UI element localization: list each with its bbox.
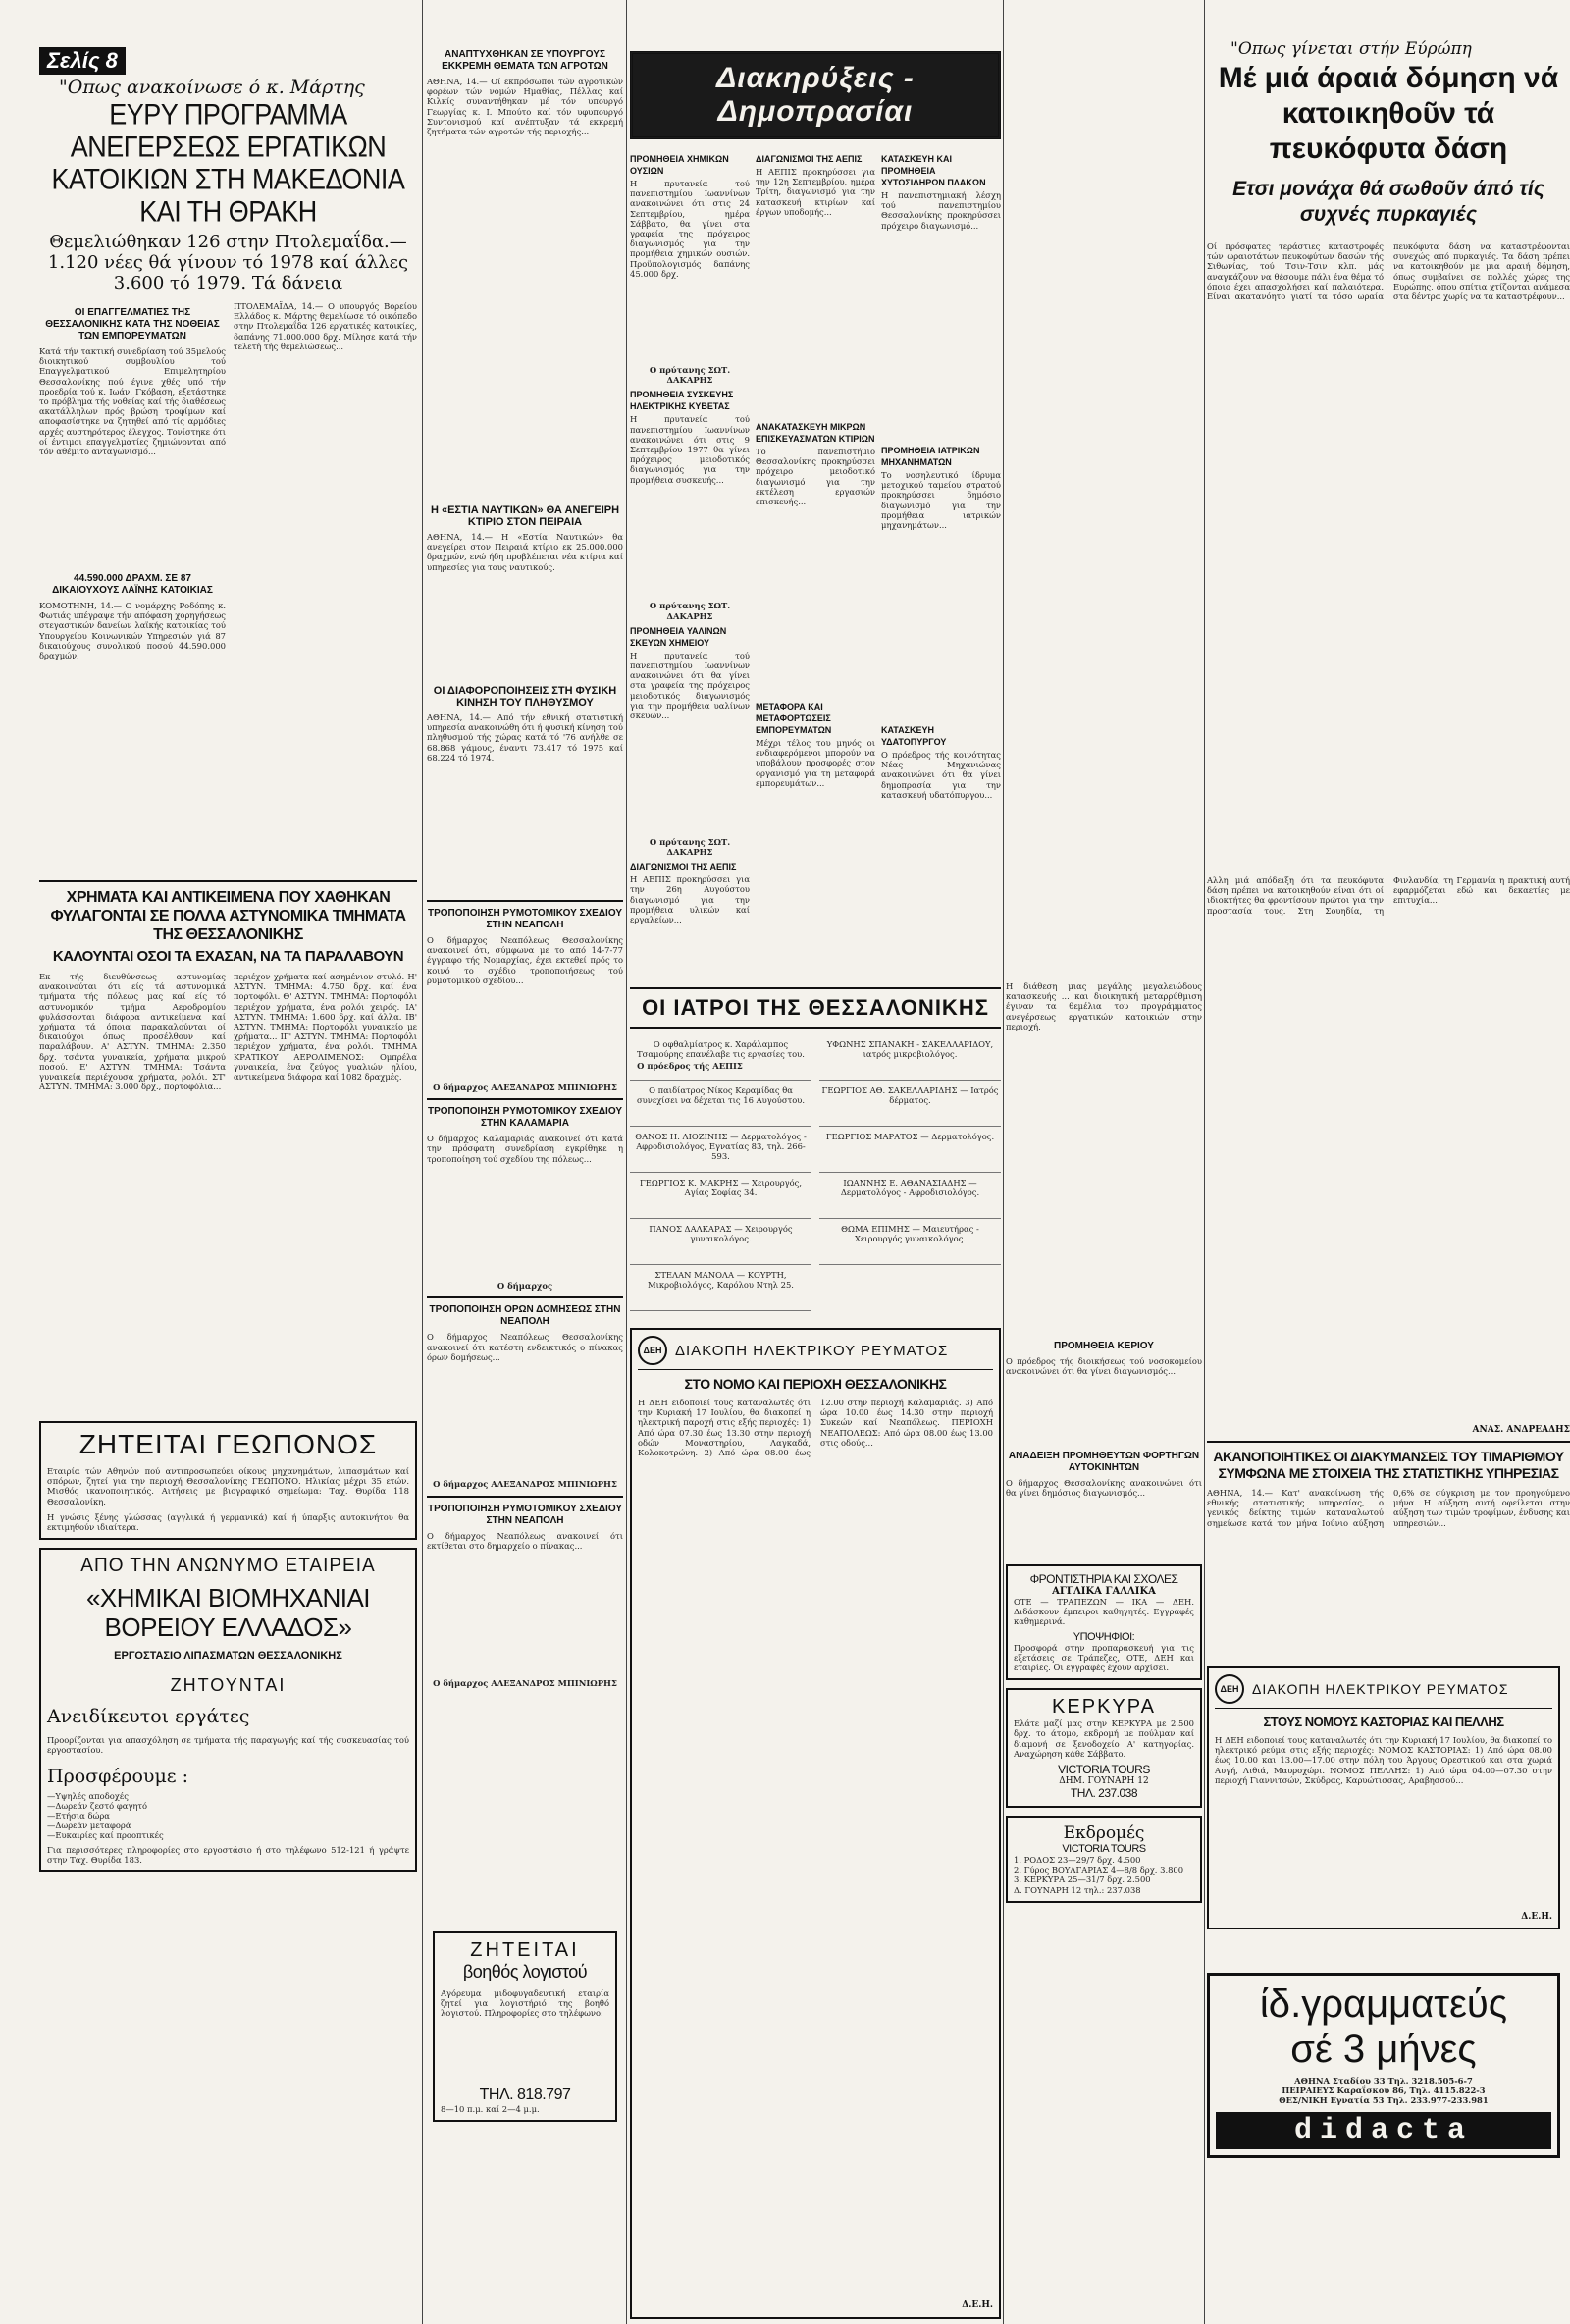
school-sub: ΑΓΓΛΙΚΑ ΓΑΛΛΙΚΑ [1052,1586,1156,1597]
notice-signature: Ο δήμαρχος ΑΛΕΞΑΝΔΡΟΣ ΜΠΙΝΙΩΡΗΣ [433,1479,617,1490]
ad-role: βοηθός λογιστού [462,1962,588,1981]
corfu-phone: ΤΗΛ. 237.038 [1070,1786,1138,1801]
ad-company-name: «ΧΗΜΙΚΑΙ ΒΙΟΜΗΧΑΝΙΑΙ ΒΟΡΕΙΟΥ ΕΛΛΑΔΟΣ» [85,1583,371,1643]
trip-item: 1. ΡΟΔΟΣ 23—29/7 δρχ. 4.500 [1014,1855,1141,1866]
corfu-agency: VICTORIA TOURS [1058,1763,1150,1777]
ad-title: ΖΗΤΕΙΤΑΙ ΓΕΩΠΟΝΟΣ [78,1429,378,1459]
subhead: ΑΝΑΔΕΙΞΗ ΠΡΟΜΗΘΕΥΤΩΝ ΦΟΡΤΗΓΩΝ ΑΥΤΟΚΙΝΗΤΩΝ [1008,1451,1200,1473]
notice-signature: Δ.Ε.Η. [962,2300,993,2310]
doctor-entry: ΥΦΩΝΗΣ ΣΠΑΝΑΚΗ - ΣΑΚΕΛΛΑΡΙΔΟΥ, ιατρός μικροβιολόγος. [819,1039,1001,1081]
trip-item: 2. Γύρος ΒΟΥΛΓΑΡΙΑΣ 4—8/8 δρχ. 3.800 [1014,1865,1184,1875]
classified-chemical-industries [39,1548,417,1872]
notice-body: Η ΔΕΗ ειδοποιεί τους καταναλωτές ότι την Κυριακή 17 Ιουλίου, θα διακοπεί η ηλεκτρική παροχή στις εξής περιοχές: 1) Από ώρα 07.30 έως 13.30 στην περιοχή οδών Μοναστηρίου, Λαγκαδά, Κολοκοτρώνη. 2) Από ώρα 08.00 έως 12.00 στην περιοχή Καλαμαριάς. 3) Από ώρα 10.00 έως 14.30 στην περιοχή Συκεών καί Νεαπόλεως. ΠΕΡΙΟΧΗ ΝΕΑΠΟΛΕΩΣ: Από ώρα 08.00 έως 13.00 στις οδούς... [638,1398,993,1458]
doctor-entry: Ο οφθαλμίατρος κ. Χαράλαμπος Τσαμούρης επανέλαβε τις εργασίες του. [630,1039,811,1081]
doctors-list [630,1034,811,1316]
ad-role: Ανειδίκευτοι εργάτες [47,1706,250,1728]
ad-hours: 8—10 π.μ. καί 2—4 μ.μ. [441,2104,540,2114]
municipal-notices [427,900,623,1688]
notice-divider [427,1296,623,1298]
notice-body: Ο δήμαρχος Νεαπόλεως Θεσσαλονίκης ανακοινεί ότι, σύμφωνα με το από 14-7-77 έγγραφο τής Νομαρχίας, έχει εκτεθεί πρός το κοινό το σχέδιο τροποποιήσεως τού ρυμοτομικού σχεδίου... [427,935,623,985]
cpi-headline: ΑΚΑΝΟΠΟΙΗΤΙΚΕΣ ΟΙ ΔΙΑΚΥΜΑΝΣΕΙΣ ΤΟΥ ΤΙΜΑΡΙΘΜΟΥ ΣΥΜΦΩΝΑ ΜΕ ΣΤΟΙΧΕΙΑ ΤΗΣ ΣΤΑΤΙΣΤΙΚΗΣ ΥΠΗΡΕΣΙΑΣ [1213,1449,1564,1481]
power-company-logo: ΔΕΗ [638,1336,667,1365]
column-announcements [630,0,1001,2310]
article-kicker: "Οπως γίνεται στήν Εύρώπη [1230,39,1472,59]
ad-offer-item: —Ετήσια δώρα [47,1811,110,1822]
article-headline: ΕΥΡΥ ΠΡΟΓΡΑΜΜΑ ΑΝΕΓΕΡΣΕΩΣ ΕΡΓΑΤΙΚΩΝ ΚΑΤΟΙΚΙΩΝ ΣΤΗ ΜΑΚΕΔΟΝΙΑ ΚΑΙ ΤΗ ΘΡΑΚΗ [51,98,405,228]
tender-column [630,149,750,1071]
ad-offer-item: —Υψηλές αποδοχές [47,1790,129,1801]
page-marker: Σελίς 8 [39,47,126,75]
notice-title: ΤΡΟΠΟΠΟΙΗΣΗ ΡΥΜΟΤΟΜΙΚΟΥ ΣΧΕΔΙΟΥ ΣΤΗΝ ΝΕΑΠΟΛΗ [427,908,622,930]
notice-signature: Ο δήμαρχος [497,1281,553,1292]
tender-title: ΑΝΑΚΑΤΑΣΚΕΥΗ ΜΙΚΡΩΝ ΕΠΙΣΚΕΥΑΣΜΑΤΩΝ ΚΤΙΡΙΩΝ [756,422,875,444]
corfu-address: ΔΗΜ. ΓΟΥΝΑΡΗ 12 [1059,1776,1149,1787]
didacta-address: ΑΘΗΝΑ Σταδίου 33 Τηλ. 3218.505-6-7 [1294,2076,1473,2086]
tender-body: Το πανεπιστήμιο Θεσσαλονίκης προκηρύσσει πρόχειρο μειοδοτικό διαγωνισμό για την εκτέλεση εργασιών επισκευής... [756,447,875,507]
tender-title: ΠΡΟΜΗΘΕΙΑ ΥΑΛΙΝΩΝ ΣΚΕΥΩΝ ΧΗΜΕΙΟΥ [630,625,727,648]
article-body: ΑΘΗΝΑ, 14.— Από τήν εθνική στατιστική υπηρεσία ανακοινώθη ότι ή φυσική κίνηση τού πληθυσμού τής χώρας κατά τό '76 ανήλθε σε 68.868 γάμους, έναντι 73.417 τό 1975 καί 68.224 τό 1974. [427,713,623,763]
tender-body: Η πρυτανεία τού πανεπιστημίου Ιωαννίνων ανακοινώνει ότι στις 24 Σεπτεμβρίου, ημέρα Σάββατο, θα γίνει στα γραφεία της πρόχειρος διαγωνισμός για την προμήθεια χημικών ουσιών. Προϋπολογισμός δαπάνης 45.000 δρχ. [630,179,750,279]
article-deck: Ετσι μονάχα θά σωθοῦν άπό τίς συχνές πυρκαγιές [1232,178,1544,226]
column-rule [1204,0,1205,2324]
power-outage-notice [1207,1666,1560,1929]
doctor-entry: ΙΩΑΝΝΗΣ Ε. ΑΘΑΝΑΣΙΑΔΗΣ — Δερματολόγος - Αφροδισιολόγος. [819,1178,1001,1219]
section-banner-label: Διακηρύξεις - Δημοπρασίαι [716,62,915,128]
tender-body: Η ΑΕΠΙΣ προκηρύσσει για την 12η Σεπτεμβρίου, ημέρα Τρίτη, διαγωνισμό για την κατασκευή κτιρίων καί έργων υποδομής... [756,167,875,217]
subhead: ΠΡΟΜΗΘΕΙΑ ΚΕΡΙΟΥ [1054,1341,1154,1351]
school-title: ΦΡΟΝΤΙΣΤΗΡΙΑ ΚΑΙ ΣΧΟΛΕΣ [1029,1572,1178,1586]
notice-title: ΤΡΟΠΟΠΟΙΗΣΗ ΟΡΩΝ ΔΟΜΗΣΕΩΣ ΣΤΗΝ ΝΕΑΠΟΛΗ [429,1304,621,1328]
notice-signature: Ο δήμαρχος ΑΛΕΞΑΝΔΡΟΣ ΜΠΙΝΙΩΡΗΣ [433,1083,617,1092]
ad-offers [47,1791,409,1841]
article-body: Εκ τής διευθύνσεως αστυνομίας ανακοινούται ότι είς τά αστυνομικά τμήματα τής πόλεως μας καί είς τό αστυνομικόν τμήμα Αεροδρομίου φυλάσσονται διάφορα αντικείμενα καί χρήματα τά όποια παρακαλούνται οί δικαιούχοι όπως προσέλθουν καί παραλάβουν. Α' ΑΣΤΥΝ. ΤΜΗΜΑ: 2.350 δρχ. τσάντα γυναικεία, χρήματα μικρού ποσού. Ε' ΑΣΤΥΝ. ΤΜΗΜΑ: Τσάντα γυναικεία περιέχουσα χρήματα, ρολόι. ΣΤ' ΑΣΤΥΝ. ΤΜΗΜΑ: 3.000 δρχ., πορτοφόλια... [39,972,226,1092]
doctor-entry: ΠΑΝΟΣ ΔΑΛΚΑΡΑΣ — Χειρουργός γυναικολόγος. [630,1224,811,1265]
subhead: ΟΙ ΔΙΑΦΟΡΟΠΟΙΗΣΕΙΣ ΣΤΗ ΦΥΣΙΚΗ ΚΙΝΗΣΗ ΤΟΥ ΠΛΗΘΥΣΜΟΥ [433,685,617,709]
tender-signature: Ο πρύτανης ΣΩΤ. ΔΑΚΑΡΗΣ [649,365,731,386]
ad-contact: Για περισσότερες πληροφορίες στο εργοστάσιο ή στο τηλέφωνο 512-121 ή γράψτε στην Ταχ. Θυρίδα 183. [47,1844,409,1865]
article-kicker: "Οπως ανακοίνωσε ό κ. Μάρτης [59,77,365,98]
corfu-title: ΚΕΡΚΥΡΑ [1052,1696,1156,1718]
ad-offer-title: Προσφέρουμε : [47,1765,189,1787]
notice-body: Ο δήμαρχος Καλαμαριάς ανακοινεί ότι κατά την πρόσφατη συνεδρίαση εγκρίθηκε η τροποποίηση τού σχεδίου της πόλεως... [427,1134,623,1164]
doctor-entry: ΓΕΩΡΓΙΟΣ ΑΘ. ΣΑΚΕΛΛΑΡΙΔΗΣ — Ιατρός δέρματος. [819,1085,1001,1127]
article-body: Η διάθεση μιας μεγάλης μεγαλειώδους κατασκευής ... και διοικητική μεταρρύθμιση έγιναν τα θεμέλια του προγράμματος ανεγέρσεως εργατικών κατοικιών στην περιοχή. [1006,981,1202,1031]
trips-title: Εκδρομές [1063,1823,1145,1844]
article-body: ΑΘΗΝΑ, 14.— Κατ' ανακοίνωση τής εθνικής στατιστικής υπηρεσίας, ο γενικός δείκτης τιμών καταναλωτού σημείωσε κατά τον μήνα Ιούνιο αύξηση 0,6% σε σύγκριση με τον προηγούμενο μήνα. Η αύξηση αυτή οφείλεται στην αύξηση των τιμών τροφίμων, ένδυσης και υπηρεσιών... [1207,1488,1570,1528]
corfu-travel-ad [1006,1688,1202,1808]
article-body: Ο πρόεδρος τής διοικήσεως τού νοσοκομείου ανακοινώνει ότι θα γίνει διαγωνισμός... [1006,1356,1202,1377]
notice-signature: Ο δήμαρχος ΑΛΕΞΑΝΔΡΟΣ ΜΠΙΝΙΩΡΗΣ [433,1677,617,1688]
candidates-title: ΥΠΟΨΗΦΙΟΙ: [1073,1630,1135,1643]
article-body: ΑΘΗΝΑ, 14.— Η «Εστία Ναυτικών» θα ανεγείρει στον Πειραιά κτίριο εκ 25.000.000 δραχμών, ενώ ήδη προβλέπεται νέα κτίρια καί υπηρεσίες για τους ναυτικούς. [427,532,623,572]
article-deck: Θεμελιώθηκαν 126 στην Πτολεμαΐδα.— 1.120 νέες θά γίνουν τό 1978 καί άλλες 3.600 τό 1979. Τά δάνεια [47,232,409,293]
subhead: Η «ΕΣΤΙΑ ΝΑΥΤΙΚΩΝ» ΘΑ ΑΝΕΓΕΙΡΗ ΚΤΙΡΙΟ ΣΤΟΝ ΠΕΙΡΑΙΑ [430,504,620,528]
notice-divider [427,1098,623,1100]
notice-body: Ο δήμαρχος Νεαπόλεως ανακοινεί ότι εκτίθεται στο δημαρχείο ο πίνακας... [427,1530,623,1551]
tender-signature: Ο πρόεδρος τής ΑΕΠΙΣ [637,1061,743,1072]
notice-title: ΤΡΟΠΟΠΟΙΗΣΗ ΡΥΜΟΤΟΜΙΚΟΥ ΣΧΕΔΙΟΥ ΣΤΗΝ ΝΕΑΠΟΛΗ [427,1503,622,1526]
column-rule [626,0,627,2324]
tender-body: Ο πρόεδρος τής κοινότητας Νέας Μηχανιώνας ανακοινώνει ότι θα γίνει δημοπρασία για την κατασκευή υδατόπυργου... [881,750,1001,800]
tender-body: Το νοσηλευτικό ίδρυμα μετοχικού ταμείου στρατού προκηρύσσει δημόσιο διαγωνισμό για την προμήθεια ιατρικών μηχανημάτων... [881,470,1001,531]
ad-text: Εταιρία τών Αθηνών πού αντιπροσωπεύει οίκους μηχανημάτων, λιπασμάτων καί σπόρων, ζητεί για την περιοχή Θεσσαλονίκης ΓΕΩΠΟΝΟ. Ηλικίας μέχρι 35 ετών. Μισθός ικανοποιητικός. Αιτήσεις με βιογραφικό σημείωμα: Ταχ. Θυρίδα 118 Θεσσαλονίκη. [47,1466,409,1506]
tender-body: Η πρυτανεία τού πανεπιστημίου Ιωαννίνων ανακοινώνει ότι στις 9 Σεπτεμβρίου 1977 θα γίνει πρόχειρος μειοδοτικός διαγωνισμός για την προμήθεια συσκευής... [630,414,750,485]
ad-text: Αγόρευμα μιδοφυγαδευτική εταιρία ζητεί για λογιστήριό της βοηθό λογιστού. Πληροφορίες στο τηλέφωνο: [441,1988,609,2019]
ad-title: ΖΗΤΕΙΤΑΙ [470,1939,580,1961]
notice-divider [427,1496,623,1498]
tender-title: ΔΙΑΓΩΝΙΣΜΟΙ ΤΗΣ ΑΕΠΙΣ [630,862,737,872]
notice-divider [427,900,623,902]
tender-signature: Ο πρύτανης ΣΩΤ. ΔΑΚΑΡΗΣ [649,836,731,858]
candidates-text: Προσφορά στην προπαρασκευή για τις εξετάσεις σε Τράπεζες, ΟΤΕ, ΔΕΗ και εταιρίες. Οι εγγραφές έχουν αρχίσει. [1014,1642,1194,1673]
tender-title: ΠΡΟΜΗΘΕΙΑ ΙΑΤΡΙΚΩΝ ΜΗΧΑΝΗΜΑΤΩΝ [881,446,980,467]
corfu-text: Ελάτε μαζί μας στην ΚΕΡΚΥΡΑ με 2.500 δρχ. το άτομο, εκδρομή με πούλμαν καί διαμονή σε ξενοδοχείο Α' κατηγορίας. Αναχώρηση κάθε Σάββατο. [1014,1718,1194,1759]
tender-title: ΚΑΤΑΣΚΕΥΗ ΚΑΙ ΠΡΟΜΗΘΕΙΑ ΧΥΤΟΣΙΔΗΡΩΝ ΠΛΑΚΩΝ [881,154,986,187]
headline-lost-items-sub: ΚΑΛΟΥΝΤΑΙ ΟΣΟΙ ΤΑ ΕΧΑΣΑΝ, ΝΑ ΤΑ ΠΑΡΑΛΑΒΟΥΝ [52,948,404,965]
subhead: ΟΙ ΕΠΑΓΓΕΛΜΑΤΙΕΣ ΤΗΣ ΘΕΣΣΑΛΟΝΙΚΗΣ ΚΑΤΑ ΤΗΣ ΝΟΘΕΙΑΣ ΤΩΝ ΕΜΠΟΡΕΥΜΑΤΩΝ [45,307,220,342]
column-left [39,0,417,1872]
power-company-logo: ΔΕΗ [1215,1674,1244,1704]
tender-body: Η πανεπιστημιακή λέσχη τού πανεπιστημίου Θεσσαλονίκης προκηρύσσει πρόχειρο διαγωνισμό... [881,190,1001,231]
tender-body: Μέχρι τέλος του μηνός οι ενδιαφερόμενοι μπορούν να υποβάλουν προσφορές στον οργανισμό για τη μεταφορά εμπορευμάτων... [756,738,875,788]
trips-agency: VICTORIA TOURS [1062,1843,1146,1856]
ad-phone: ΤΗΛ. 818.797 [479,2086,571,2103]
article-body: Οί πρόσφατες τεράστιες καταστροφές τών ωραιοτάτων πευκοφύτων δασών τής Σιθωνίας, τού Τσιν-Τσιν κλπ. μάς αναγκάζουν να θέσουμε πάλι ένα θέμα τό όποιο έχει απασχολήσει καί παλαιότερα. Είναι ακατανόητο γιατί τα τόσο ωραία πευκόφυτα δάση να καταστρέφονται συνεχώς από πυρκαγιές. Τα δάση πρέπει να κατοικηθούν με μια αραιή δόμηση, όπως συμβαίνει σε πολλές χώρες της Ευρώπης, όπου σπίτια χτίζονται ανάμεσα στα δέντρα χωρίς να τα καταστρέφουν... [1207,241,1570,302]
power-outage-notice [630,1328,1001,2319]
doctor-entry: ΘΑΝΟΣ Η. ΛΙΟΖΙΝΗΣ — Δερματολόγος - Αφροδισιολόγος, Εγνατίας 83, τηλ. 266-593. [630,1132,811,1173]
tender-body: Η ΑΕΠΙΣ προκηρύσσει για την 26η Αυγούστου διαγωνισμό για την προμήθεια υλικών καί εργαλείων... [630,874,750,925]
notice-body: Η ΔΕΗ ειδοποιεί τους καταναλωτές ότι την Κυριακή 17 Ιουλίου, θα διακοπεί το ηλεκτρικό ρεύμα στις εξής περιοχές: ΝΟΜΟΣ ΚΑΣΤΟΡΙΑΣ: 1) Από ώρα 08.00 έως 10.00 και 13.00—17.00 στην πόλη του Άργους Ορεστικού και στα χωριά Αυγή, Λιθιά, Μαυροχώρι. ΝΟΜΟΣ ΠΕΛΛΗΣ: 1) Από ώρα 04.00—07.30 στην περιοχή Γιαννιτσών, Σκύδρας, Καρυώτισσας, Αραβησσού... [1215,1735,1552,1785]
article-body: ΑΘΗΝΑ, 14.— Οί εκπρόσωποι τών αγροτικών φορέων τών νομών Ημαθίας, Πέλλας καί Κιλκίς συναντήθηκαν μέ τόν υπουργό Γεωργίας κ. Ι. Μπούτο καί τόν υφυπουργό Συντονισμού καί ανέπτυξαν τά εκκρεμή ζητήματα τών αγροτών τής περιοχής... [427,77,623,137]
doctor-entry: ΓΕΩΡΓΙΟΣ ΜΑΡΑΤΟΣ — Δερματολόγος. [819,1132,1001,1173]
doctor-entry: ΓΕΩΡΓΙΟΣ Κ. ΜΑΚΡΗΣ — Χειρουργός, Αγίας Σοφίας 34. [630,1178,811,1219]
ad-text: Η γνώσις ξένης γλώσσας (αγγλικά ή γερμανικά) καί ή ύπαρξις αυτοκινήτου θα εκτιμηθούν ιδιαίτερα. [47,1511,409,1533]
subhead: 44.590.000 ΔΡΑΧΜ. ΣΕ 87 ΔΙΚΑΙΟΥΧΟΥΣ ΛΑΪΝΗΣ ΚΑΤΟΙΚΙΑΣ [52,573,213,596]
ad-seeking: ΖΗΤΟΥΝΤΑΙ [170,1675,287,1696]
ad-offer-item: —Δωρεάν μεταφορά [47,1821,131,1831]
article-body: ΠΤΟΛΕΜΑΪΔΑ, 14.— Ο υπουργός Βορείου Ελλάδος κ. Μάρτης θεμελίωσε τό οικόπεδο στην Πτολεμαΐδα 126 εργατικές κατοικίες, δαπάνης 71.000.000 δρχ. Μίλησε κατά τήν τελετή τής θεμελιώσεως... [234,301,417,351]
didacta-brand: didacta [1216,2112,1551,2149]
article-headline: Μέ μιά άραιά δόμηση νά κατοικηθοῦν τά πευκόφυτα δάση [1218,62,1559,165]
ad-company-top: ΑΠΟ ΤΗΝ ΑΝΩΝΥΜΟ ΕΤΑΙΡΕΙΑ [80,1556,376,1577]
didacta-address: ΘΕΣ/ΝΙΚΗ Εγνατία 53 Τηλ. 233.977-233.981 [1279,2095,1489,2106]
subhead: ΑΝΑΠΤΥΧΘΗΚΑΝ ΣΕ ΥΠΟΥΡΓΟΥΣ ΕΚΚΡΕΜΗ ΘΕΜΑΤΑ ΤΩΝ ΑΓΡΟΤΩΝ [442,49,608,72]
tender-column [881,149,1001,1071]
didacta-line2: σέ 3 μήνες [1290,2028,1477,2071]
tender-signature: Ο πρύτανης ΣΩΤ. ΔΑΚΑΡΗΣ [649,601,731,621]
doctor-entry: Ο παιδίατρος Νίκος Κεραμίδας θα συνεχίσει να δέχεται τις 16 Αυγούστου. [630,1085,811,1127]
article-body: Αλλη μιά απόδειξη ότι τα πευκόφυτα δάση πρέπει να κατοικηθούν είναι ότι οί ιδιοκτήτες θα φροντίσουν πρώτοι για την προστασία τους. Στη Σουηδία, τη Φινλανδία, τη Γερμανία η πρακτική αυτή εφαρμόζεται εδώ και δεκαετίες με επιτυχία... [1207,875,1570,916]
notice-title: ΔΙΑΚΟΠΗ ΗΛΕΚΤΡΙΚΟΥ ΡΕΥΜΑΤΟΣ [1252,1681,1509,1697]
trip-item: 3. ΚΕΡΚΥΡΑ 25—31/7 δρχ. 2.500 [1014,1875,1151,1885]
classified-agronomist [39,1421,417,1540]
article-body: Ο δήμαρχος Θεσσαλονίκης ανακοινώνει ότι θα γίνει δημόσιος διαγωνισμός... [1006,1478,1202,1499]
notice-body: Ο δήμαρχος Νεαπόλεως Θεσσαλονίκης ανακοινεί ότι κατέστη ενδεικτικός ο πίνακας όρων δομήσεως... [427,1332,623,1362]
article-signature: ΑΝΑΣ. ΑΝΔΡΕΑΔΗΣ [1472,1425,1570,1435]
column-fourth [1006,0,1202,1903]
notice-signature: Δ.Ε.Η. [1521,1912,1552,1922]
column-rule [422,0,423,2324]
didacta-line1: ίδ.γραμματεύς [1259,1982,1508,2026]
classified-accountant [433,1931,617,2122]
notice-subtitle: ΣΤΟΥΣ ΝΟΜΟΥΣ ΚΑΣΤΟΡΙΑΣ ΚΑΙ ΠΕΛΛΗΣ [1263,1715,1504,1729]
tender-column [756,149,875,1071]
tender-title: ΚΑΤΑΣΚΕΥΗ ΥΔΑΤΟΠΥΡΓΟΥ [881,725,947,747]
headline-lost-items: ΧΡΗΜΑΤΑ ΚΑΙ ΑΝΤΙΚΕΙΜΕΝΑ ΠΟΥ ΧΑΘΗΚΑΝ ΦΥΛΑΓΟΝΤΑΙ ΣΕ ΠΟΛΛΑ ΑΣΤΥΝΟΜΙΚΑ ΤΜΗΜΑΤΑ ΤΗΣ ΘΕΣΣΑΛΟΝΙΚΗΣ [50,889,406,943]
ad-company-plant: ΕΡΓΟΣΤΑΣΙΟ ΛΙΠΑΣΜΑΤΩΝ ΘΕΣΣΑΛΟΝΙΚΗΣ [114,1650,342,1663]
notice-title: ΤΡΟΠΟΠΟΙΗΣΗ ΡΥΜΟΤΟΜΙΚΟΥ ΣΧΕΔΙΟΥ ΣΤΗΝ ΚΑΛΑΜΑΡΙΑ [427,1106,622,1130]
article-body: περιέχον χρήματα καί ασημένιον στυλό. Η' ΑΣΤΥΝ. ΤΜΗΜΑ: 4.750 δρχ. καί ένα πορτοφόλι. Θ' ΑΣΤΥΝ. ΤΜΗΜΑ: Πορτοφόλι περιέχον χρήματα, ένα ρολόι χειρός. ΙΑ' ΑΣΤΥΝ. ΤΜΗΜΑ: 1.600 δρχ. καί άλλα. ΙΒ' ΑΣΤΥΝ. ΤΜΗΜΑ: Πορτοφόλι γυναικείο με χρήματα... ΙΓ' ΑΣΤΥΝ. ΤΜΗΜΑ: Πορτοφόλι περιέχον χρήματα, ένα ρολόι. ΤΜΗΜΑ ΚΡΑΤΙΚΟΥ ΑΕΡΟΛΙΜΕΝΟΣ: Ομπρέλα γυναικεία, ένα ζεύγος γυαλιών ηλίου, αντικείμενα διάφορα καί 1082 δραχμές. [234,972,417,1083]
trips-address: Δ. ΓΟΥΝΑΡΗ 12 τηλ.: 237.038 [1014,1884,1141,1895]
column-right [1207,0,1570,2147]
tender-title: ΜΕΤΑΦΟΡΑ ΚΑΙ ΜΕΤΑΦΟΡΤΩΣΕΙΣ ΕΜΠΟΡΕΥΜΑΤΩΝ [756,702,832,735]
excursions-ad [1006,1816,1202,1903]
doctor-entry: ΣΤΕΛΑΝ ΜΑΝΟΛΑ — ΚΟΥΡΤΗ, Μικροβιολόγος, Καρόλου Ντηλ 25. [630,1270,811,1311]
ad-offer-item: —Ευκαιρίες καί προοπτικές [47,1830,164,1841]
didacta-ad [1207,1973,1560,2158]
school-ad [1006,1564,1202,1680]
school-text: ΟΤΕ — ΤΡΑΠΕΖΩΝ — ΙΚΑ — ΔΕΗ. Διδάσκουν έμπειροι καθηγητές. Εγγραφές καθημερινά. [1014,1597,1194,1627]
article-body: ΚΟΜΟΤΗΝΗ, 14.— Ο νομάρχης Ροδόπης κ. Φωτιάς υπέγραψε τήν απόφαση χορηγήσεως στεγαστικών δανείων λαϊκής κατοικίας τού Υπουργείου Κοινωνικών Υπηρεσιών γιά 87 δικαιούχους συνολικού ποσού 44.590.000 δραχμών. [39,601,226,661]
column-second [427,0,623,2114]
tender-title: ΠΡΟΜΗΘΕΙΑ ΣΥΣΚΕΥΗΣ ΗΛΕΚΤΡΙΚΗΣ ΚΥΒΕΤΑΣ [630,390,734,412]
doctor-entry: ΘΩΜΑ ΕΠΙΜΗΣ — Μαιευτήρας - Χειρουργός γυναικολόγος. [819,1224,1001,1265]
tender-title: ΠΡΟΜΗΘΕΙΑ ΧΗΜΙΚΩΝ ΟΥΣΙΩΝ [630,154,729,176]
ad-note: Προορίζονται για απασχόληση σε τμήματα τής παραγωγής καί τής συσκευασίας τού εργοστασίου. [47,1735,409,1756]
column-rule [1003,0,1004,2324]
notice-title: ΔΙΑΚΟΠΗ ΗΛΕΚΤΡΙΚΟΥ ΡΕΥΜΑΤΟΣ [675,1342,949,1359]
section-banner [630,51,1001,139]
tender-body: Η πρυτανεία τού πανεπιστημίου Ιωαννίνων ανακοινώνει ότι θα γίνει στα γραφεία της πρόχειρος μειοδοτικός διαγωνισμός για την προμήθεια υαλίνων σκευών... [630,650,750,721]
doctors-list [819,1034,1001,1316]
doctors-title: ΟΙ ΙΑΤΡΟΙ ΤΗΣ ΘΕΣΣΑΛΟΝΙΚΗΣ [642,995,989,1020]
didacta-address: ΠΕΙΡΑΙΕΥΣ Καραΐσκου 86, Τηλ. 4115.822-3 [1282,2086,1486,2096]
article-body: Κατά τήν τακτική συνεδρίαση τού 35μελούς διοικητικού συμβουλίου τού Επαγγελματικού Επιμελητηρίου Θεσσαλονίκης πού έγινε χθές υπό τήν προεδρία τού κ. Ιωάν. Γκόβαση, εξετάστηκε το πρόβλημα τής νοθείας καί τής διαθέσεως ακατάλληλων πρός βρώση τροφίμων καί αποφασίστηκε να ζητηθεί από τίς αρμόδιες αρχές αυστηρότερος έλεγχος. Τονίστηκε ότι οί έντιμοι επαγγελματίες ζημιώνονται από τόν αθέμιτο ανταγωνισμό... [39,346,226,457]
notice-subtitle: ΣΤΟ ΝΟΜΟ ΚΑΙ ΠΕΡΙΟΧΗ ΘΕΣΣΑΛΟΝΙΚΗΣ [684,1376,947,1392]
ad-offer-item: —Δωρεάν ζεστό φαγητό [47,1800,148,1811]
tender-title: ΔΙΑΓΩΝΙΣΜΟΙ ΤΗΣ ΑΕΠΙΣ [756,154,863,164]
